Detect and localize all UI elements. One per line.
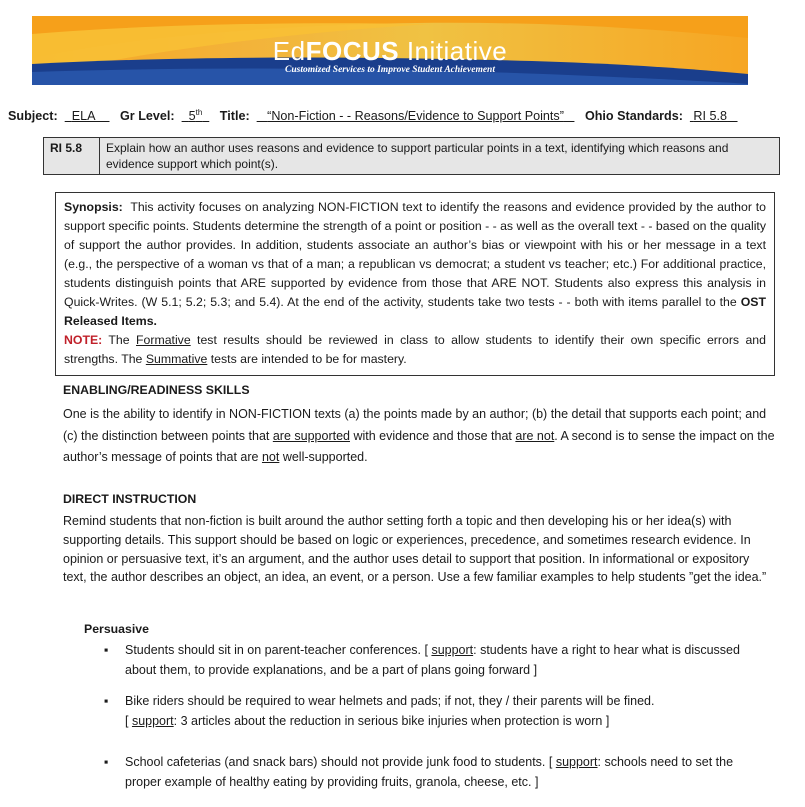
bullet-icon: ▪ xyxy=(104,755,109,769)
persuasive-heading: Persuasive xyxy=(84,622,149,636)
standard-divider xyxy=(43,174,780,175)
synopsis-body: This activity focuses on analyzing NON-FICTION text to identify the reasons and evidence provided by the author to support specific points. Students determine the strength of a point or position - - as well as the overall text - - based on the quality of support the author provides. In addition, students associate an author’s bias or viewpoint with his or her message in a text (e.g., the perspective of a woman vs that of a man; a republican vs democrat; a student vs teacher; etc.) For additional practice, students distinguish points that ARE supported by evidence from those that ARE NOT. Students also express this analysis in Quick-Writes. (W 5.1; 5.2; 5.3; and 5.4). At the end of the activity, students take two tests - - both with items parallel to the xyxy=(64,200,766,309)
banner-title: EdFOCUS Initiative xyxy=(272,36,508,66)
enabling-heading: ENABLING/READINESS SKILLS xyxy=(63,383,250,397)
grade-label: Gr Level: xyxy=(120,109,175,124)
direct-instruction-heading: DIRECT INSTRUCTION xyxy=(63,492,197,506)
standard-table xyxy=(43,137,780,175)
standard-code: RI 5.8 xyxy=(44,138,100,174)
lesson-meta-line xyxy=(8,108,798,123)
banner-tagline: Customized Services to Improve Student Achievement xyxy=(285,65,495,75)
direct-instruction-paragraph: Remind students that non-fiction is built around the author setting forth a topic and then developing his or her idea(s) with supporting details. This support should be based on logic or experiences, precedence, and sometimes research evidence. In opinion or persuasive text, it’s an argument, and the author uses detail to support that position. In informational or expository text, the author describes an object, an idea, an event, or a person. Use a few familiar examples to help students ”get the idea.” xyxy=(63,514,767,585)
synopsis-label: Synopsis: xyxy=(64,200,123,214)
standards-value: RI 5.8 xyxy=(693,109,728,124)
list-item: ▪ Students should sit in on parent-teacher conferences. [ support: students have a right to hear what is discussed about them, to provide explanations, and be a part of plans going forward ] xyxy=(104,640,764,680)
enabling-paragraph: One is the ability to identify in NON-FICTION texts (a) the points made by an author; (b) the detail that supports each point; and (c) the distinction between points that are supported with evidence and those that are not. A second is to sense the impact on the author’s message of points that are not well-supported. xyxy=(63,407,775,464)
note-label: NOTE: xyxy=(64,333,103,347)
subject-value: ELA xyxy=(71,109,96,124)
standards-label: Ohio Standards: xyxy=(584,109,683,124)
subject-label: Subject: xyxy=(8,109,58,124)
standard-description: Explain how an author uses reasons and evidence to support particular points in a text, identifying which reasons and evidence support which point(s). xyxy=(106,141,729,171)
title-value: “Non-Fiction - - Reasons/Evidence to Support Points” xyxy=(267,109,564,124)
list-item: ▪ School cafeterias (and snack bars) should not provide junk food to students. [ support: schools need to set the proper example of healthy eating by providing fruits, granola, cheese, etc. ] xyxy=(104,752,764,792)
bullet-icon: ▪ xyxy=(104,694,109,708)
title-label: Title: xyxy=(219,109,250,124)
header-banner xyxy=(32,16,748,85)
bullet-icon: ▪ xyxy=(104,643,109,657)
grade-value: 5th xyxy=(188,108,203,124)
list-item: ▪ Bike riders should be required to wear helmets and pads; if not, they / their parents will be fined. [ support: 3 articles about the reduction in serious bike injuries when protection is worn ] xyxy=(104,691,764,731)
synopsis-box: Synopsis: This activity focuses on analyzing NON-FICTION text to identify the reasons and evidence provided by the author to support specific points. Students determine the strength of a point or position - - as well as the overall text - - based on the quality of support the author provides. In addition, students associate an author’s bias or viewpoint with his or her message in a text (e.g., the perspective of a woman vs that of a man; a republican vs democrat; a student vs teacher; etc.) For additional practice, students distinguish points that ARE supported by evidence from those that ARE NOT. Students also express this analysis in Quick-Writes. (W 5.1; 5.2; 5.3; and 5.4). At the end of the activity, students take two tests - - both with items parallel to the OST Released Items. NOTE: The Formative test results should be reviewed in class to allow students to identify their own specific errors and strengths. The Summative tests are intended to be for mastery. xyxy=(55,192,775,376)
